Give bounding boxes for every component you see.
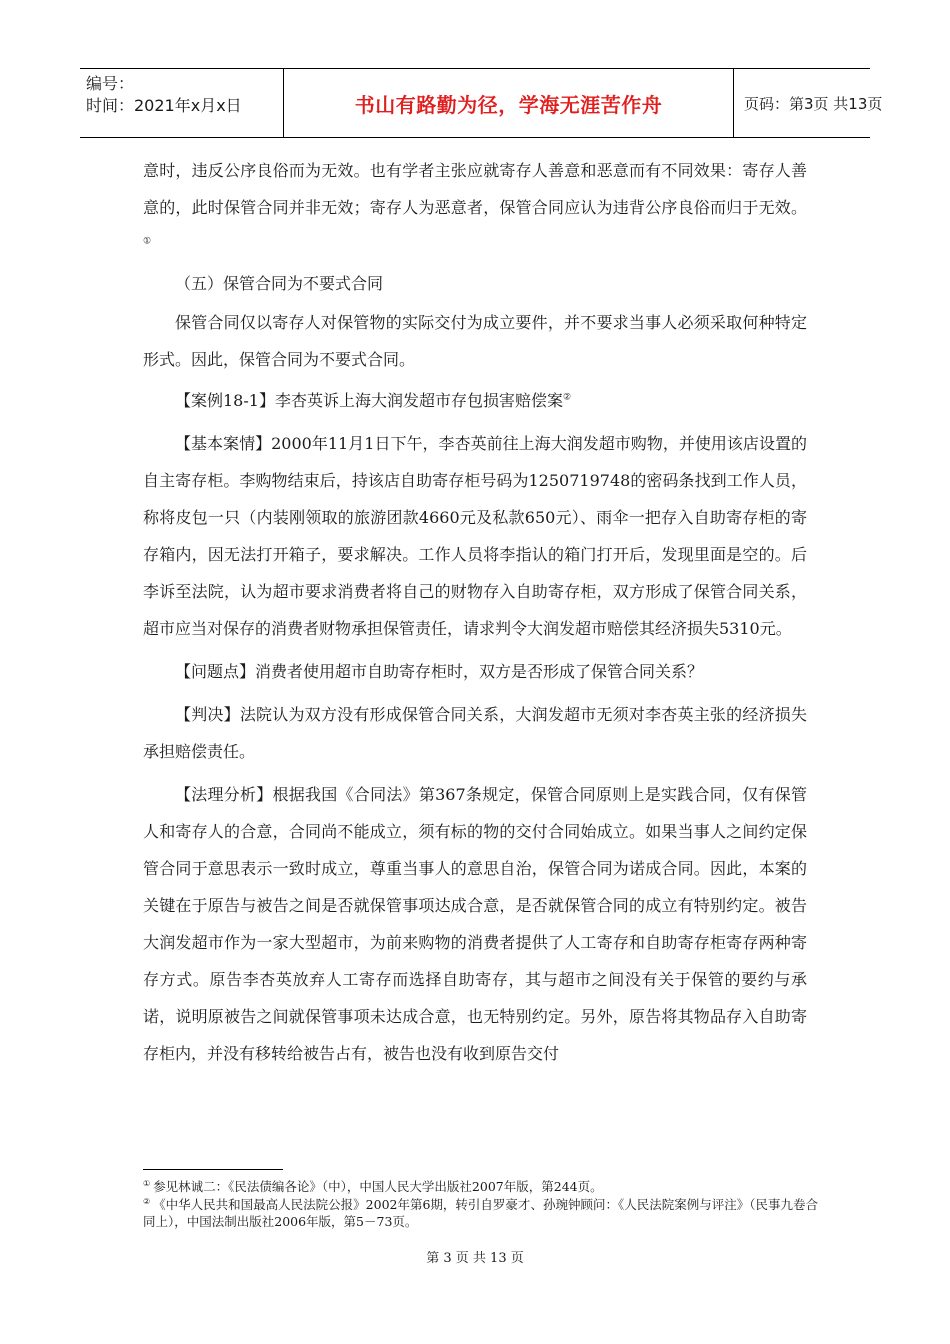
header-table [80, 68, 883, 138]
date-line: 时间：2021年x月x日 [86, 96, 242, 115]
footnote-rule [143, 1169, 283, 1170]
page-info: 页码：第3页 共13页 [744, 94, 883, 113]
case-title: 【案例18-1】李杏英诉上海大润发超市存包损害赔偿案② [175, 391, 572, 410]
case-analysis: 【法理分析】根据我国《合同法》第367条规定，保管合同原则上是实践合同，仅有保管人和寄存人的合意，合同尚不能成立，须有标的物的交付合同始成立。如果当事人之间约定保管合同于意思表示一致时成立，尊重当事人的意思自治，保管合同为诺成合同。因此，本案的关键在于原告与被告之间是否就保管事项达成合意，是否就保管合同的成立有特别约定。被告大润发超市作为一家大型超市，为前来购物的消费者提供了人工寄存和自助寄存柜寄存两种寄存方式。原告李杏英放弃人工寄存而选择自助寄存，其与超市之间没有关于保管的要约与承诺，说明原被告之间就保管事项未达成合意，也无特别约定。另外，原告将其物品存入自助寄存柜内，并没有移转给被告占有，被告也没有收到原告交付 [143, 785, 807, 1063]
body-text [143, 152, 807, 1072]
section-heading: （五）保管合同为不要式合同 [175, 274, 384, 293]
case-judgment: 【判决】法院认为双方没有形成保管合同关系，大润发超市无须对李杏英主张的经济损失承担赔偿责任。 [143, 705, 807, 761]
paragraph-continuation: 意时，违反公序良俗而为无效。也有学者主张应就寄存人善意和恶意而有不同效果：寄存人善意的，此时保管合同并非无效；寄存人为恶意者，保管合同应认为违背公序良俗而归于无效。① [143, 161, 807, 247]
number-label: 编号： [86, 74, 135, 93]
footnote-1: ① 参见林诚二：《民法债编各论》（中），中国人民大学出版社2007年版，第244页。 [143, 1179, 603, 1195]
motto: 书山有路勤为径，学海无涯苦作舟 [284, 69, 734, 137]
header-left-cell [80, 69, 284, 137]
footnote-2: ② 《中华人民共和国最高人民法院公报》2002年第6期，转引自罗豪才、孙琬钟顾问：《人民法院案例与评注》（民事九卷合同上），中国法制出版社2006年版，第5－73页。 [143, 1197, 818, 1230]
case-facts: 【基本案情】2000年11月1日下午，李杏英前往上海大润发超市购物，并使用该店设置的自主寄存柜。李购物结束后，持该店自助寄存柜号码为1250719748的密码条找到工作人员，称将皮包一只（内装刚领取的旅游团款4660元及私款650元）、雨伞一把存入自助寄存柜的寄存箱内，因无法打开箱子，要求解决。工作人员将李指认的箱门打开后，发现里面是空的。后李诉至法院，认为超市要求消费者将自己的财物存入自助寄存柜，双方形成了保管合同关系，超市应当对保存的消费者财物承担保管责任，请求判令大润发超市赔偿其经济损失5310元。 [143, 434, 807, 638]
page-footer: 第 3 页 共 13 页 [426, 1251, 524, 1266]
footnote-ref-1[interactable]: ① [143, 236, 152, 247]
case-issue: 【问题点】消费者使用超市自助寄存柜时，双方是否形成了保管合同关系？ [175, 662, 704, 681]
paragraph: 保管合同仅以寄存人对保管物的实际交付为成立要件，并不要求当事人必须采取何种特定形式。因此，保管合同为不要式合同。 [143, 313, 807, 369]
footnote-ref-2[interactable]: ② [562, 392, 572, 403]
